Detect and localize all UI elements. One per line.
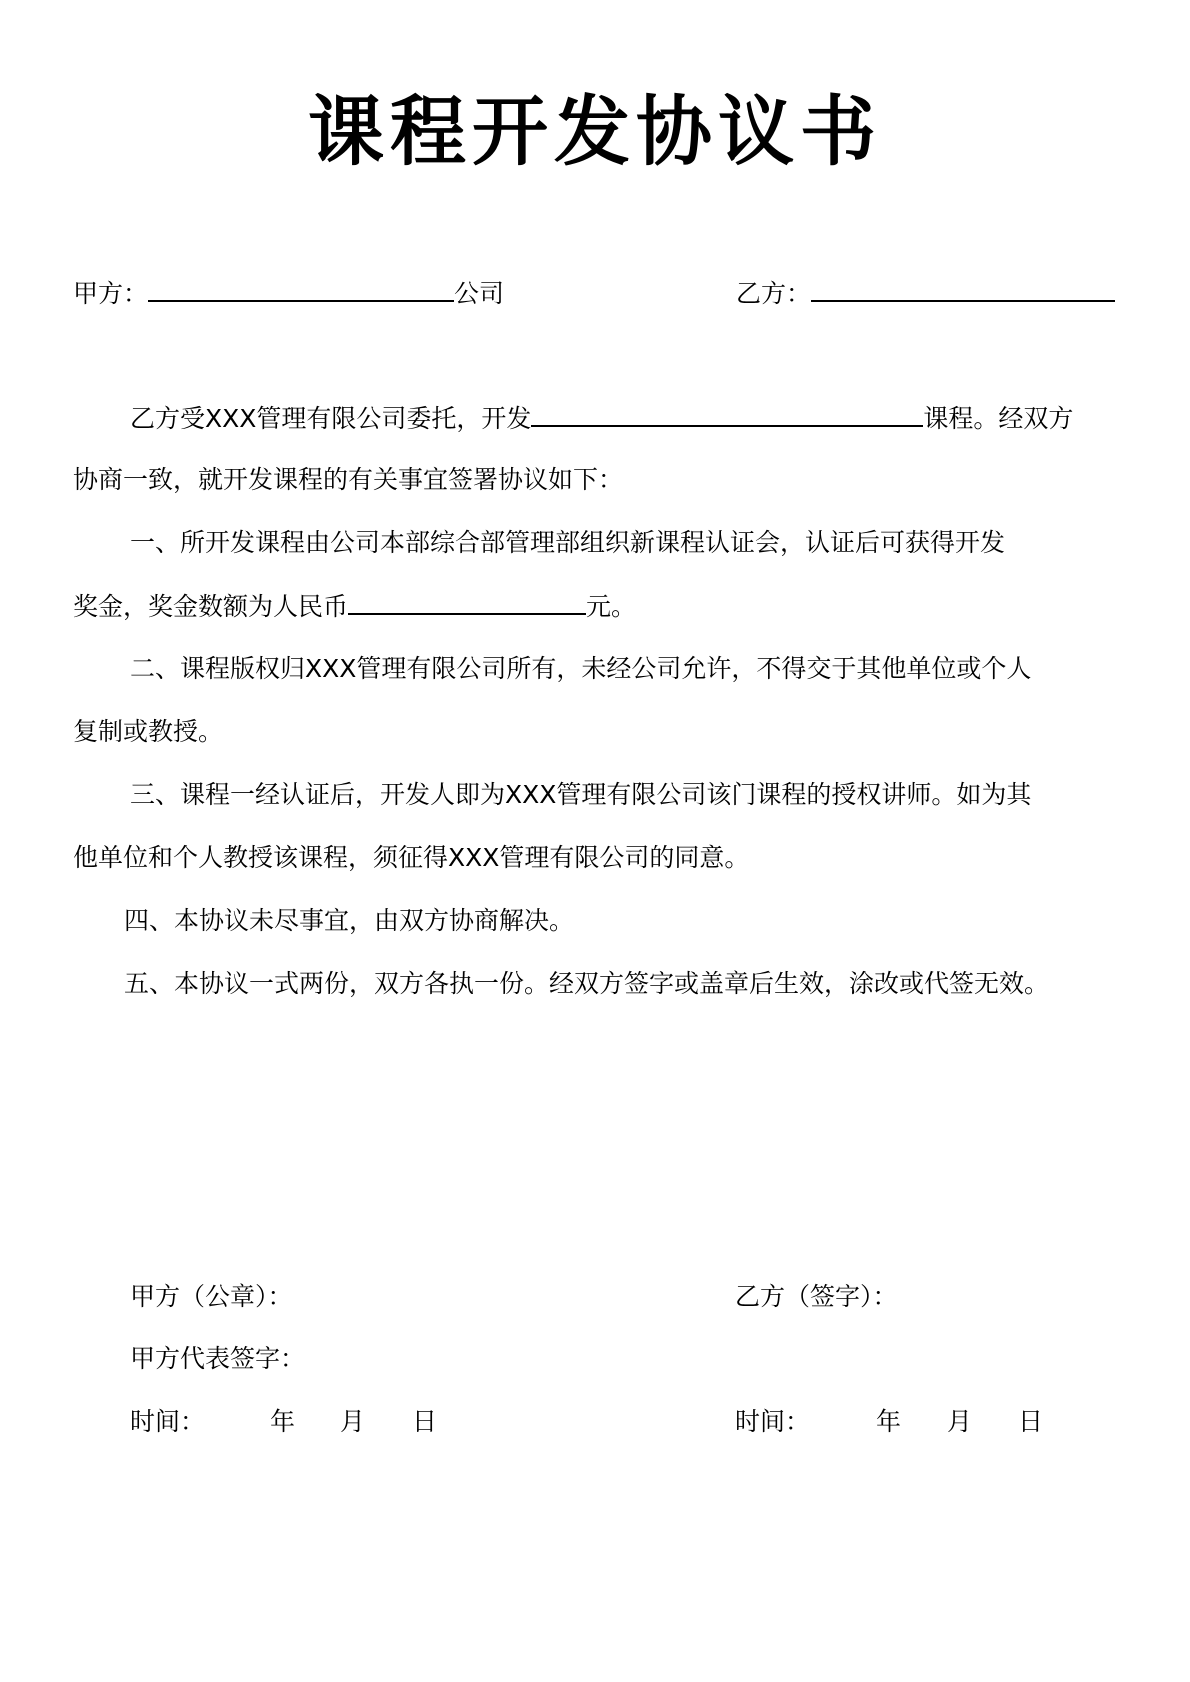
party-a-row [73,276,504,311]
time-label: 时间： [130,1407,206,1436]
party-a-year: 年 [270,1407,296,1436]
intro-line-1 [130,401,1073,436]
clause-1-line-1: 一、所开发课程由公司本部综合部管理部组织新课程认证会，认证后可获得开发 [130,528,1006,557]
intro-text: 乙方受XXX管理有限公司委托，开发 [130,404,532,433]
clause-4: 四、本协议未尽事宜，由双方协商解决。 [124,906,575,935]
intro-text-end: 课程。经双方 [923,404,1074,433]
party-a-month: 月 [340,1407,366,1436]
clause-5: 五、本协议一式两份，双方各执一份。经双方签字或盖章后生效，涂改或代签无效。 [124,969,1050,998]
clause-1-line-2 [73,589,636,624]
bonus-text: 奖金，奖金数额为人民币 [73,592,349,621]
clause-3-line-1: 三、课程一经认证后，开发人即为XXX管理有限公司该门课程的授权讲师。如为其 [130,780,1032,809]
party-b-sign-label: 乙方（签字）： [735,1282,898,1311]
party-a-suffix: 公司 [454,279,505,308]
party-a-rep-label: 甲方代表签字： [130,1344,306,1373]
clause-2-line-1: 二、课程版权归XXX管理有限公司所有，未经公司允许，不得交于其他单位或个人 [130,654,1032,683]
course-name-field[interactable] [531,401,923,427]
party-a-date-row [130,1405,205,1439]
bonus-amount-field[interactable] [348,589,586,615]
clause-3-line-2: 他单位和个人教授该课程，须征得XXX管理有限公司的同意。 [73,843,750,872]
party-a-day: 日 [412,1407,438,1436]
party-b-label: 乙方： [736,279,812,308]
time-label: 时间： [735,1407,811,1436]
party-b-name-field[interactable] [811,276,1115,302]
party-b-row [736,276,1115,311]
party-b-day: 日 [1018,1407,1044,1436]
party-b-year: 年 [876,1407,902,1436]
party-a-label: 甲方： [73,279,149,308]
intro-line-2: 协商一致，就开发课程的有关事宜签署协议如下： [73,465,624,494]
bonus-unit: 元。 [586,592,637,621]
clause-2-line-2: 复制或教授。 [73,717,224,746]
document-title: 课程开发协议书 [308,87,882,176]
party-a-seal-label: 甲方（公章）： [130,1282,293,1311]
party-b-month: 月 [947,1407,973,1436]
party-b-date-row [735,1405,810,1439]
party-a-name-field[interactable] [148,276,454,302]
